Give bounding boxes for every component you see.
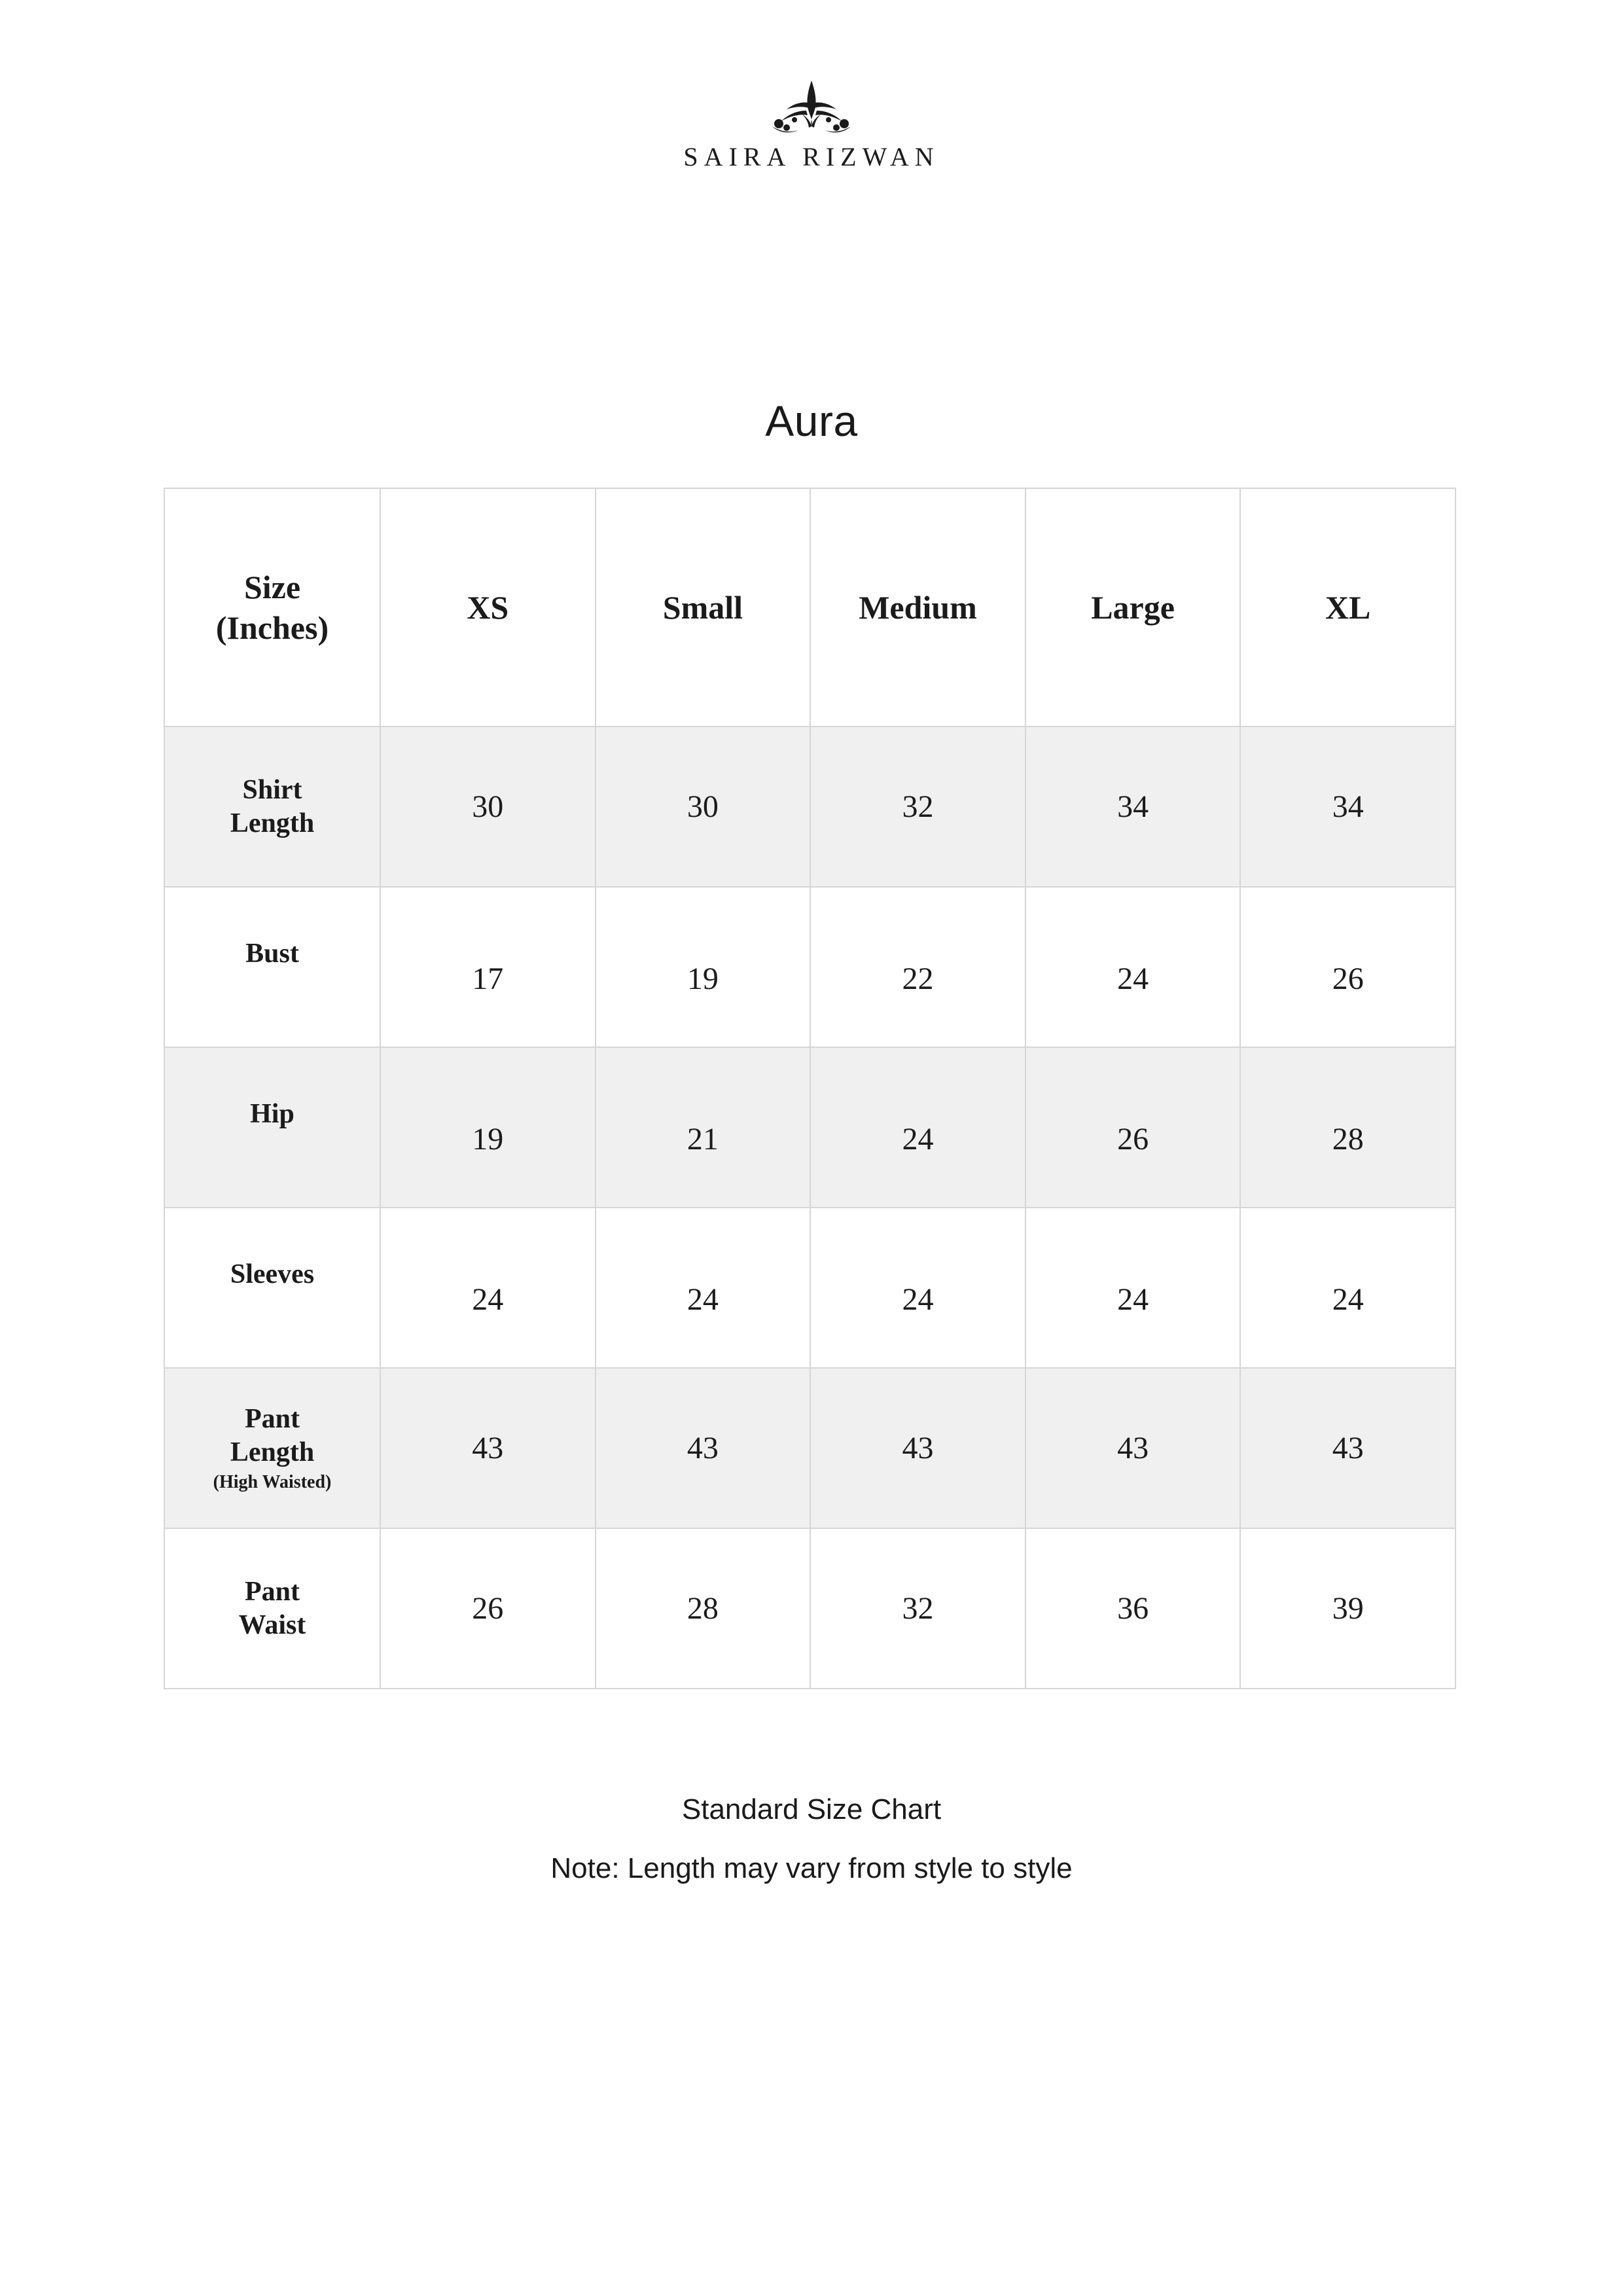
- row-label-line2: Length: [230, 808, 315, 838]
- column-header-large: Large: [1026, 488, 1241, 726]
- column-header-medium: Medium: [810, 488, 1026, 726]
- row-label-pant-length: [164, 1368, 380, 1528]
- row-label-pant-waist: [164, 1528, 380, 1689]
- row-label-line2: Waist: [238, 1609, 306, 1640]
- brand-header: [0, 69, 1623, 172]
- cell-bust-small: 19: [596, 887, 811, 1047]
- cell-pant-waist-xs: 26: [380, 1528, 596, 1689]
- cell-hip-large: 26: [1026, 1047, 1241, 1208]
- column-header-small: Small: [596, 488, 811, 726]
- size-chart-container: [164, 488, 1456, 1689]
- cell-sleeves-large: 24: [1026, 1208, 1241, 1368]
- cell-shirt-length-large: 34: [1026, 726, 1241, 887]
- cell-sleeves-xs: 24: [380, 1208, 596, 1368]
- cell-sleeves-xl: 24: [1240, 1208, 1455, 1368]
- table-row: [164, 1208, 1455, 1368]
- footer-notes: [0, 1793, 1623, 1885]
- cell-pant-length-medium: 43: [810, 1368, 1026, 1528]
- table-row: [164, 1047, 1455, 1208]
- cell-pant-waist-medium: 32: [810, 1528, 1026, 1689]
- row-label-sleeves: Sleeves: [164, 1208, 380, 1368]
- cell-shirt-length-xs: 30: [380, 726, 596, 887]
- cell-pant-length-xl: 43: [1240, 1368, 1455, 1528]
- page-title: Aura: [765, 397, 858, 445]
- table-row: [164, 887, 1455, 1047]
- column-header-size-line1: Size: [243, 568, 301, 605]
- cell-pant-length-small: 43: [596, 1368, 811, 1528]
- column-header-size-line2: (Inches): [215, 609, 329, 646]
- row-label-line1: Shirt: [242, 775, 302, 806]
- column-header-xs: XS: [380, 488, 596, 726]
- size-chart-table: [164, 488, 1456, 1689]
- row-label-hip: Hip: [164, 1047, 380, 1208]
- row-label-line2: Length: [230, 1437, 315, 1467]
- standard-size-chart-note: Standard Size Chart: [681, 1793, 942, 1825]
- cell-bust-large: 24: [1026, 887, 1241, 1047]
- cell-pant-waist-large: 36: [1026, 1528, 1241, 1689]
- row-label-line1: Pant: [245, 1577, 300, 1607]
- row-label-shirt-length: [164, 726, 380, 887]
- cell-sleeves-small: 24: [596, 1208, 811, 1368]
- floral-ornament-icon: [746, 69, 877, 137]
- table-row: [164, 726, 1455, 887]
- cell-pant-length-xs: 43: [380, 1368, 596, 1528]
- column-header-xl: XL: [1240, 488, 1455, 726]
- table-row: [164, 1368, 1455, 1528]
- cell-hip-medium: 24: [810, 1047, 1026, 1208]
- cell-pant-waist-small: 28: [596, 1528, 811, 1689]
- table-header-row: [164, 488, 1455, 726]
- row-label-sub: (High Waisted): [213, 1472, 332, 1493]
- row-label-line1: Pant: [245, 1404, 300, 1435]
- cell-shirt-length-small: 30: [596, 726, 811, 887]
- cell-bust-xl: 26: [1240, 887, 1455, 1047]
- cell-hip-small: 21: [596, 1047, 811, 1208]
- cell-pant-waist-xl: 39: [1240, 1528, 1455, 1689]
- cell-bust-xs: 17: [380, 887, 596, 1047]
- cell-hip-xl: 28: [1240, 1047, 1455, 1208]
- column-header-size: [164, 488, 380, 726]
- cell-shirt-length-medium: 32: [810, 726, 1026, 887]
- cell-sleeves-medium: 24: [810, 1208, 1026, 1368]
- cell-hip-xs: 19: [380, 1047, 596, 1208]
- cell-shirt-length-xl: 34: [1240, 726, 1455, 887]
- row-label-bust: Bust: [164, 887, 380, 1047]
- length-variation-note: Note: Length may vary from style to style: [550, 1852, 1073, 1884]
- table-row: [164, 1528, 1455, 1689]
- cell-pant-length-large: 43: [1026, 1368, 1241, 1528]
- brand-name: SAIRA RIZWAN: [683, 142, 940, 171]
- cell-bust-medium: 22: [810, 887, 1026, 1047]
